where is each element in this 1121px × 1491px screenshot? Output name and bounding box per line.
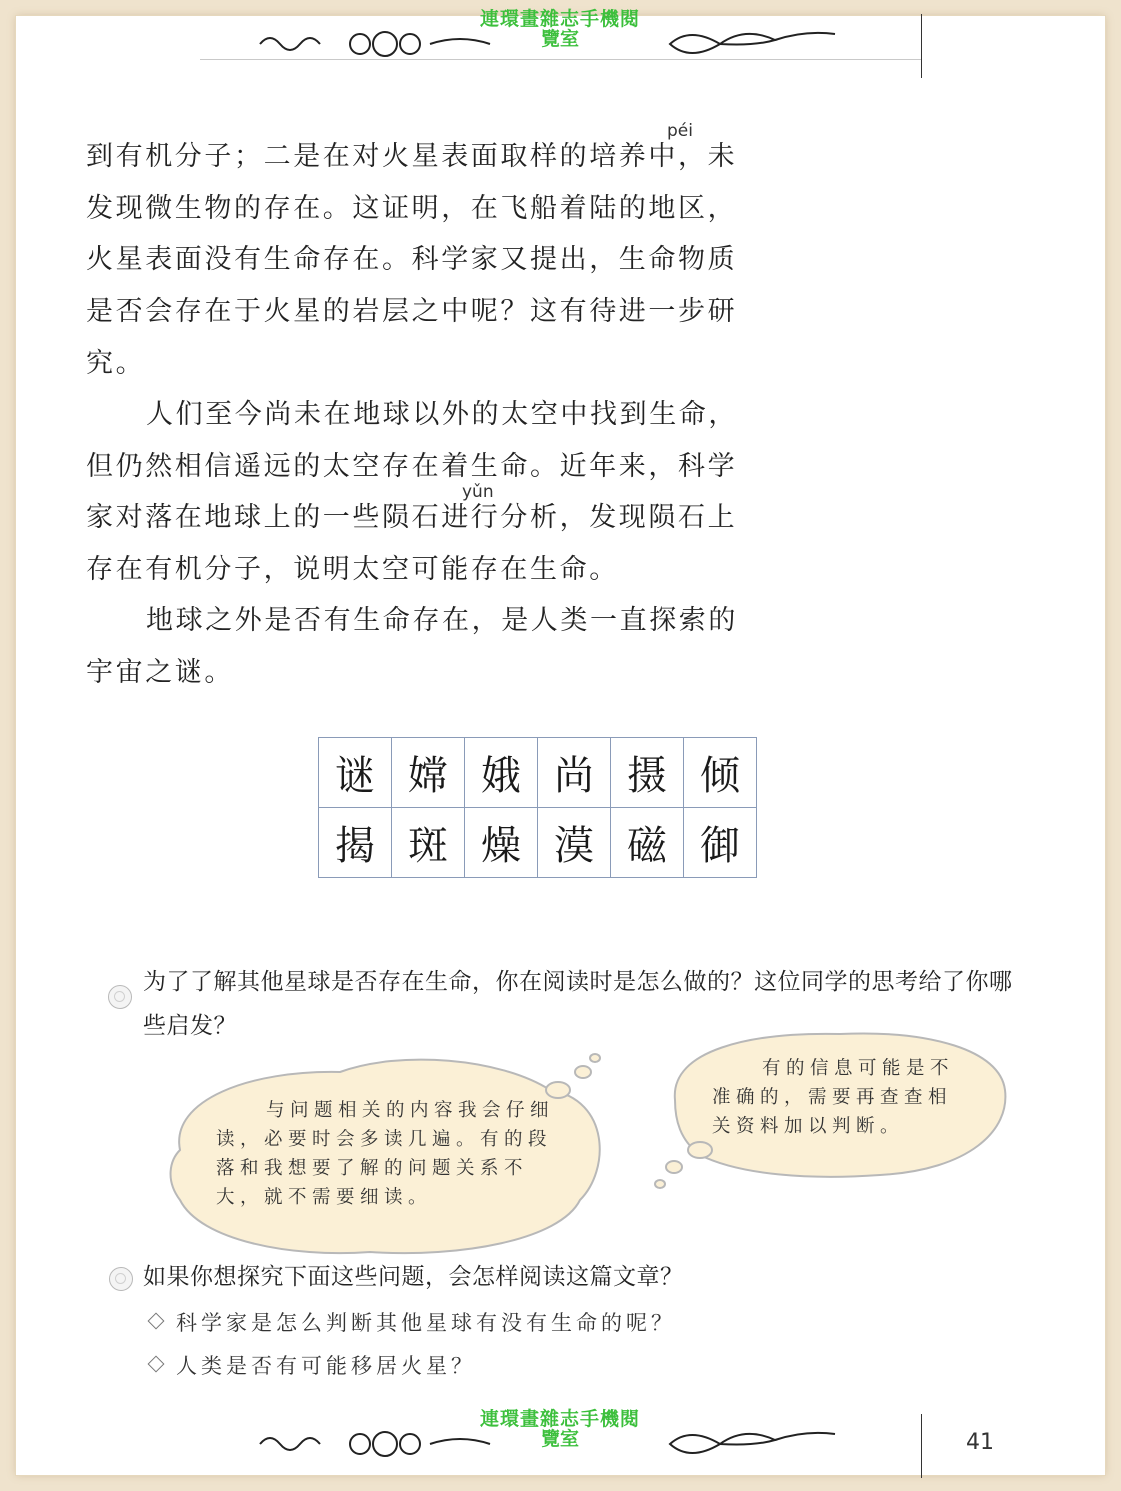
character-cell: 揭	[319, 808, 392, 878]
character-cell: 摄	[611, 738, 684, 808]
watermark-footer	[190, 1410, 930, 1470]
bubble-dot	[688, 1142, 712, 1158]
character-cell: 嫦	[392, 738, 465, 808]
diamond-bullet-icon	[148, 1356, 165, 1373]
character-cell: 燥	[465, 808, 538, 878]
watermark-text-line1: 連環畫雜志手機閱	[479, 8, 640, 30]
bubble-dot	[666, 1161, 682, 1173]
question-2-bullet	[146, 1307, 676, 1337]
paragraph-1: 到有机分子；二是在对火星表面取样的培养中，未发现微生物的存在。这证明，在飞船着陆的地区，火星表面没有生命存在。科学家又提出，生命物质是否会存在于火星的岩层之中呢？这有待进一步研究。	[86, 141, 738, 379]
character-cell: 尚	[538, 738, 611, 808]
character-cell: 谜	[319, 738, 392, 808]
bullet-text: 科学家是怎么判断其他星球有没有生命的呢？	[176, 1311, 676, 1335]
character-cell: 御	[684, 808, 757, 878]
question-2-bullet	[146, 1350, 476, 1380]
characters-row	[319, 738, 757, 808]
question-1-circle-icon	[108, 985, 132, 1009]
page-number: 41	[966, 1430, 994, 1455]
question-2-text: 如果你想探究下面这些问题，会怎样阅读这篇文章？	[143, 1264, 684, 1290]
watermark-text-line1: 連環畫雜志手機閱	[479, 1408, 640, 1430]
characters-row	[319, 808, 757, 878]
character-cell: 漠	[538, 808, 611, 878]
character-cell: 倾	[684, 738, 757, 808]
thought-bubble-left-text: 与问题相关的内容我会仔细读，必要时会多读几遍。有的段落和我想要了解的问题关系不大，就不需要细读。	[216, 1100, 555, 1208]
pinyin-pei: péi	[667, 121, 693, 141]
bubble-dot	[575, 1066, 591, 1078]
new-characters-grid	[318, 737, 757, 878]
question-1-text: 为了了解其他星球是否存在生命，你在阅读时是怎么做的？这位同学的思考给了你哪些启发？	[143, 969, 1013, 1039]
header-divider	[921, 14, 922, 78]
paragraph-2: 人们至今尚未在地球以外的太空中找到生命，但仍然相信遥远的太空存在着生命。近年来，科学家对落在地球上的一些陨石进行分析，发现陨石上存在有机分子，说明太空可能存在生命。	[86, 399, 738, 586]
footer-divider	[921, 1414, 922, 1478]
paragraph-3: 地球之外是否有生命存在，是人类一直探索的宇宙之谜。	[86, 605, 738, 688]
bubble-dot	[655, 1180, 665, 1188]
diamond-bullet-icon	[148, 1313, 165, 1330]
character-cell: 娥	[465, 738, 538, 808]
header-rule	[200, 59, 922, 60]
watermark-text-line2: 覽室	[540, 28, 579, 50]
pinyin-yun: yǔn	[462, 482, 494, 502]
watermark-text-line2: 覽室	[540, 1428, 579, 1450]
question-2-circle-icon	[109, 1267, 133, 1291]
watermark-header	[190, 10, 930, 70]
bullet-text: 人类是否有可能移居火星？	[176, 1354, 476, 1378]
character-cell: 斑	[392, 808, 465, 878]
thought-bubble-right-text: 有的信息可能是不准确的，需要再查查相关资料加以判断。	[712, 1058, 955, 1137]
character-cell: 磁	[611, 808, 684, 878]
bubble-dot	[590, 1054, 600, 1062]
